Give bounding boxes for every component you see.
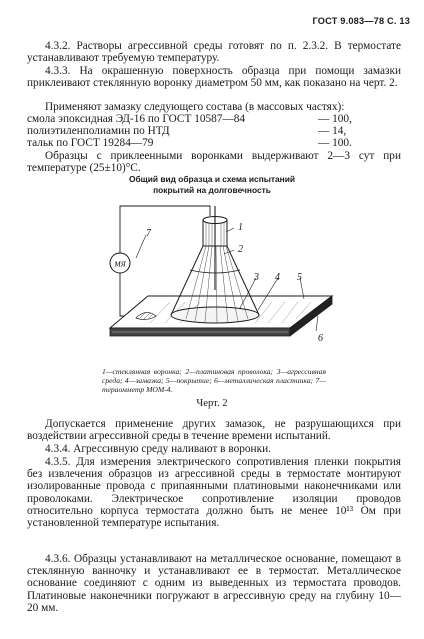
figure-label: Черт. 2 xyxy=(196,398,228,409)
component-amount: — 100. xyxy=(318,137,352,149)
figure-title-line1: Общий вид образца и схема испытаний xyxy=(128,174,296,184)
label-5: 5 xyxy=(297,272,302,283)
label-6: 6 xyxy=(318,333,323,344)
figure-caption: 1—стеклянная воронка; 2—платиновая проволока; 3—агрессивная среда; 4—замазка; 5—покрытие; 6—металлическая пластинка; 7—тераомметр МОМ-4. xyxy=(102,367,326,395)
test-setup-diagram xyxy=(0,198,424,356)
paragraph-4-3-2: 4.3.2. Растворы агрессивной среды готовят по п. 2.3.2. В термостате устанавливают требуемую температуру. xyxy=(27,40,401,65)
paragraph-4-3-3: 4.3.3. На окрашенную поверхность образца при помощи замазки приклеивают стеклянную воронку диаметром 50 мм, как показано на черт. 2. xyxy=(27,65,401,90)
label-4: 4 xyxy=(275,272,280,283)
meter-label: МЯ xyxy=(114,259,126,269)
component-name: полиэтиленполиамин по НТД xyxy=(27,125,170,137)
component-amount: — 100, xyxy=(318,113,352,125)
composition-row xyxy=(27,113,401,125)
component-name: тальк по ГОСТ 19284—79 xyxy=(27,137,154,149)
composition-row xyxy=(27,125,401,137)
label-7: 7 xyxy=(146,228,151,239)
label-2: 2 xyxy=(238,244,243,255)
component-name: смола эпоксидная ЭД-16 по ГОСТ 10587—84 xyxy=(27,113,246,125)
label-1: 1 xyxy=(238,222,243,233)
component-amount: — 14, xyxy=(318,125,347,137)
paragraph-4-3-6: 4.3.6. Образцы устанавливают на металлическое основание, помещают в стеклянную ванночку и устанавливают ее в термостат. Металлическое основание соединяют с одним из выведенных из термостата проводов. Платиновые наконечники погружают в агрессивную среду на глубину 10—20 мм. xyxy=(27,553,401,614)
figure-title-line2: покрытий на долговечность xyxy=(153,185,271,195)
paragraph-other-putties: Допускается применение других замазок, не разрушающихся при воздействии агрессивной среды в течение времени испытаний. xyxy=(27,418,401,443)
paragraph-4-3-4: 4.3.4. Агрессивную среду наливают в воронки. xyxy=(45,443,271,455)
label-3: 3 xyxy=(254,272,259,283)
composition-intro: Применяют замазку следующего состава (в массовых частях): xyxy=(45,101,345,113)
composition-row xyxy=(27,137,401,149)
paragraph-4-3-5: 4.3.5. Для измерения электрического сопротивления пленки покрытия без извлечения образцов из агрессивной среды в термостате монтируют изолированные провода с припаянными платиновыми наконечниками или проволоками. Электрическое сопротивление изоляции проводов относительно корпуса термостата должно быть не менее 10¹³ Ом при установленной температуре испытания. xyxy=(27,456,401,530)
page-header: ГОСТ 9.083—78 С. 13 xyxy=(312,16,410,26)
paragraph-holding: Образцы с приклеенными воронками выдерживают 2—3 сут при температуре (25±10)°С. xyxy=(27,150,401,175)
